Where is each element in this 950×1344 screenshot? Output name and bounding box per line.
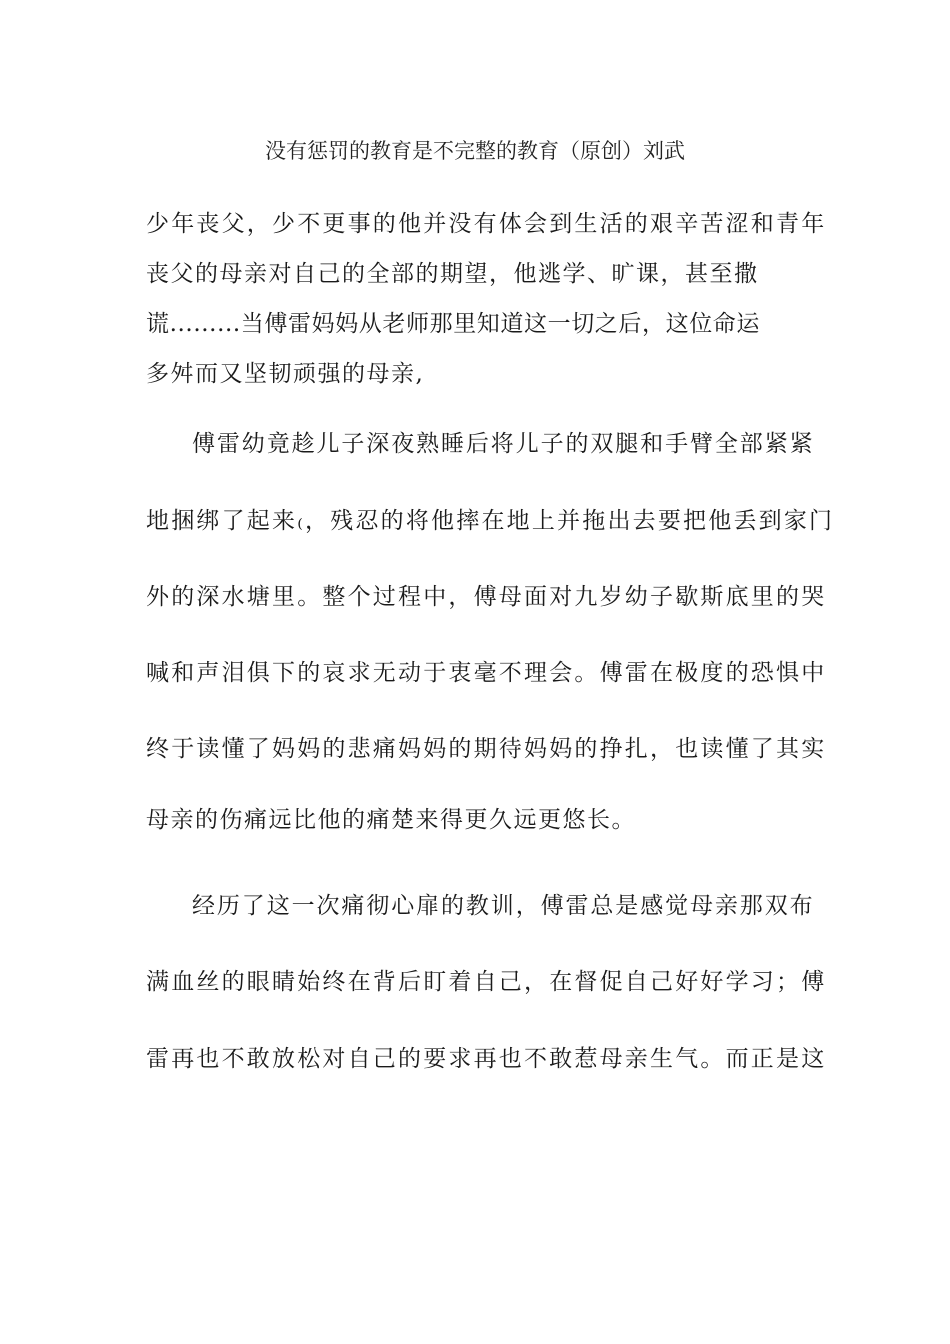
text-line: 喊和声泪俱下的哀求无动于衷毫不理会。傅雷在极度的恐惧中 <box>146 660 827 686</box>
text-line: 多舛而又坚韧顽强的母亲, <box>146 361 425 387</box>
text-line: 经历了这一次痛彻心扉的教训，傅雷总是感觉母亲那双布 <box>192 893 815 919</box>
text-line: 雷再也不敢放松对自己的要求再也不敢惹母亲生气。而正是这 <box>146 1046 827 1072</box>
text-line: 终于读懂了妈妈的悲痛妈妈的期待妈妈的挣扎，也读懂了其实 <box>146 736 827 762</box>
text-line: 少年丧父，少不更事的他并没有体会到生活的艰辛苦涩和青年 <box>146 211 827 237</box>
document-title: 没有惩罚的教育是不完整的教育（原创）刘武 <box>265 139 685 163</box>
text-line: 外的深水塘里。整个过程中，傅母面对九岁幼子歇斯底里的哭 <box>146 584 827 610</box>
text-line: 丧父的母亲对自己的全部的期望，他逃学、旷课，甚至撒 <box>146 261 759 287</box>
text-line: 傅雷幼竟趁儿子深夜熟睡后将儿子的双腿和手臂全部紧紧 <box>192 431 815 457</box>
text-line: 满血丝的眼睛始终在背后盯着自己，在督促自己好好学习；傅 <box>146 969 827 995</box>
text-line: 地捆绑了起来₍，残忍的将他摔在地上并拖出去要把他丢到家门 <box>146 508 835 534</box>
text-line: 母亲的伤痛远比他的痛楚来得更久远更悠长。 <box>146 807 636 833</box>
text-line: 谎.........当傅雷妈妈从老师那里知道这一切之后，这位命运 <box>146 311 760 337</box>
